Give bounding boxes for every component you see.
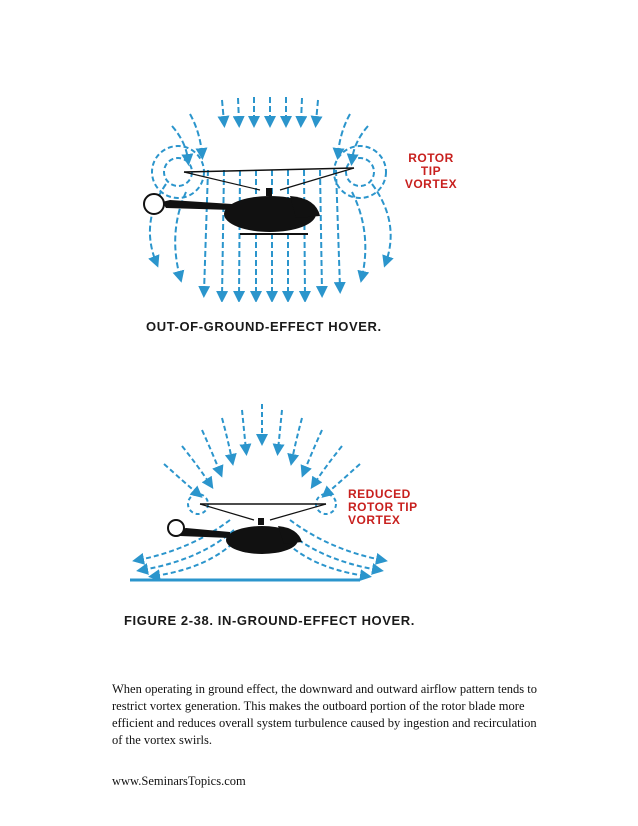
body-paragraph: When operating in ground effect, the downward and outward airflow pattern tends to restrict vortex generation. This makes the outboard portion of the rotor blade more efficient and reduces overall system turbulence caused by ingestion and recirculation of the vortex swirls. (112, 681, 537, 747)
footer-url: www.SeminarsTopics.com (112, 774, 246, 788)
reduced-rotor-tip-vortex-label: REDUCED ROTOR TIP VORTEX (348, 487, 418, 527)
figure-caption-bottom: FIGURE 2-38. IN-GROUND-EFFECT HOVER. (124, 613, 416, 628)
out-of-ground-effect-diagram (120, 92, 420, 302)
helicopter-silhouette (144, 168, 354, 234)
figure-caption-top: OUT-OF-GROUND-EFFECT HOVER. (146, 319, 382, 334)
rotor-tip-vortex-label: ROTOR TIP VORTEX (404, 151, 458, 191)
